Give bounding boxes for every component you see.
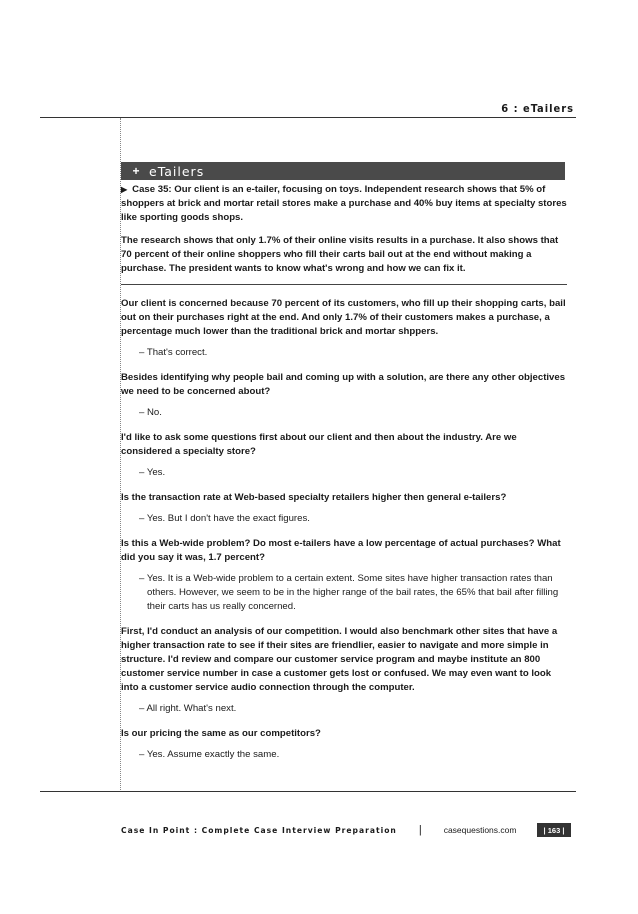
dialogue-question: Besides identifying why people bail and coming up with a solution, are there any other objectives we need to be concerned about? <box>121 372 566 397</box>
dialogue-answer: – Yes. But I don't have the exact figures. <box>139 513 310 524</box>
footer-book-title: Case In Point : Complete Case Interview Preparation <box>121 825 397 835</box>
bullet-icon: ▶ <box>121 185 128 194</box>
case-intro-paragraph-2: The research shows that only 1.7% of their online visits results in a purchase. It also shows that 70 percent of their online shoppers who fill their carts bail out at the end without making a purchase. The president wants to know what's wrong and how we can fix it. <box>121 235 559 274</box>
case-intro-paragraph-1 <box>121 183 569 225</box>
chapter-label: 6 : eTailers <box>501 102 574 115</box>
dialogue-question: First, I'd conduct an analysis of our competition. I would also benchmark other sites that have a higher transaction rate to see if their sites are friendlier, easier to navigate and more simple in structure. I'd review and compare our customer service program and maybe institute an 800 customer service number in case a customer gets lost or confused. We may even want to look into a customer service audio connection through the computer. <box>121 626 558 693</box>
page-number-badge: | 163 | <box>537 823 571 837</box>
section-banner <box>121 162 565 180</box>
dialogue-answer: – Yes. Assume exactly the same. <box>139 749 280 760</box>
dialogue-question: Is the transaction rate at Web-based specialty retailers higher then general e-tailers? <box>121 492 507 503</box>
dialogue-answer: – No. <box>139 407 162 418</box>
dialogue-answer: – All right. What's next. <box>139 703 237 714</box>
dialogue-answer: – That's correct. <box>139 347 208 358</box>
dialogue-answer: – Yes. <box>139 467 166 478</box>
footer-rule <box>40 791 576 792</box>
footer-separator: | <box>418 824 422 836</box>
section-title: eTailers <box>149 163 205 179</box>
case-intro-text-1: Case 35: Our client is an e-tailer, focusing on toys. Independent research shows that 5% of shoppers at brick and mortar retail stores make a purchase and 40% buy items at specialty stores like sporting goods shops. <box>121 184 567 223</box>
dialogue-question: Our client is concerned because 70 percent of its customers, who fill up their shopping carts, bail out on their purchases right at the end. And only 1.7% of their customers makes a purchase, a percentage much lower than the traditional brick and mortar shppers. <box>121 298 566 337</box>
dialogue-question: Is this a Web-wide problem? Do most e-tailers have a low percentage of actual purchases? What did you say it was, 1.7 percent? <box>121 538 561 563</box>
page-footer <box>121 823 571 837</box>
plus-icon: + <box>132 164 140 178</box>
dialogue-question: I'd like to ask some questions first about our client and then about the industry. Are we considered a specialty store? <box>121 432 517 457</box>
footer-website: casequestions.com <box>443 825 517 835</box>
page-content <box>121 183 569 762</box>
dialogue-answer: – Yes. It is a Web-wide problem to a certain extent. Some sites have higher transaction rates than others. However, we seem to be in the higher range of the bail rates, the 65% that bail after filling their carts has us really concerned. <box>139 573 559 612</box>
dialogue-question: Is our pricing the same as our competitors? <box>121 728 321 739</box>
section-divider <box>121 284 567 285</box>
